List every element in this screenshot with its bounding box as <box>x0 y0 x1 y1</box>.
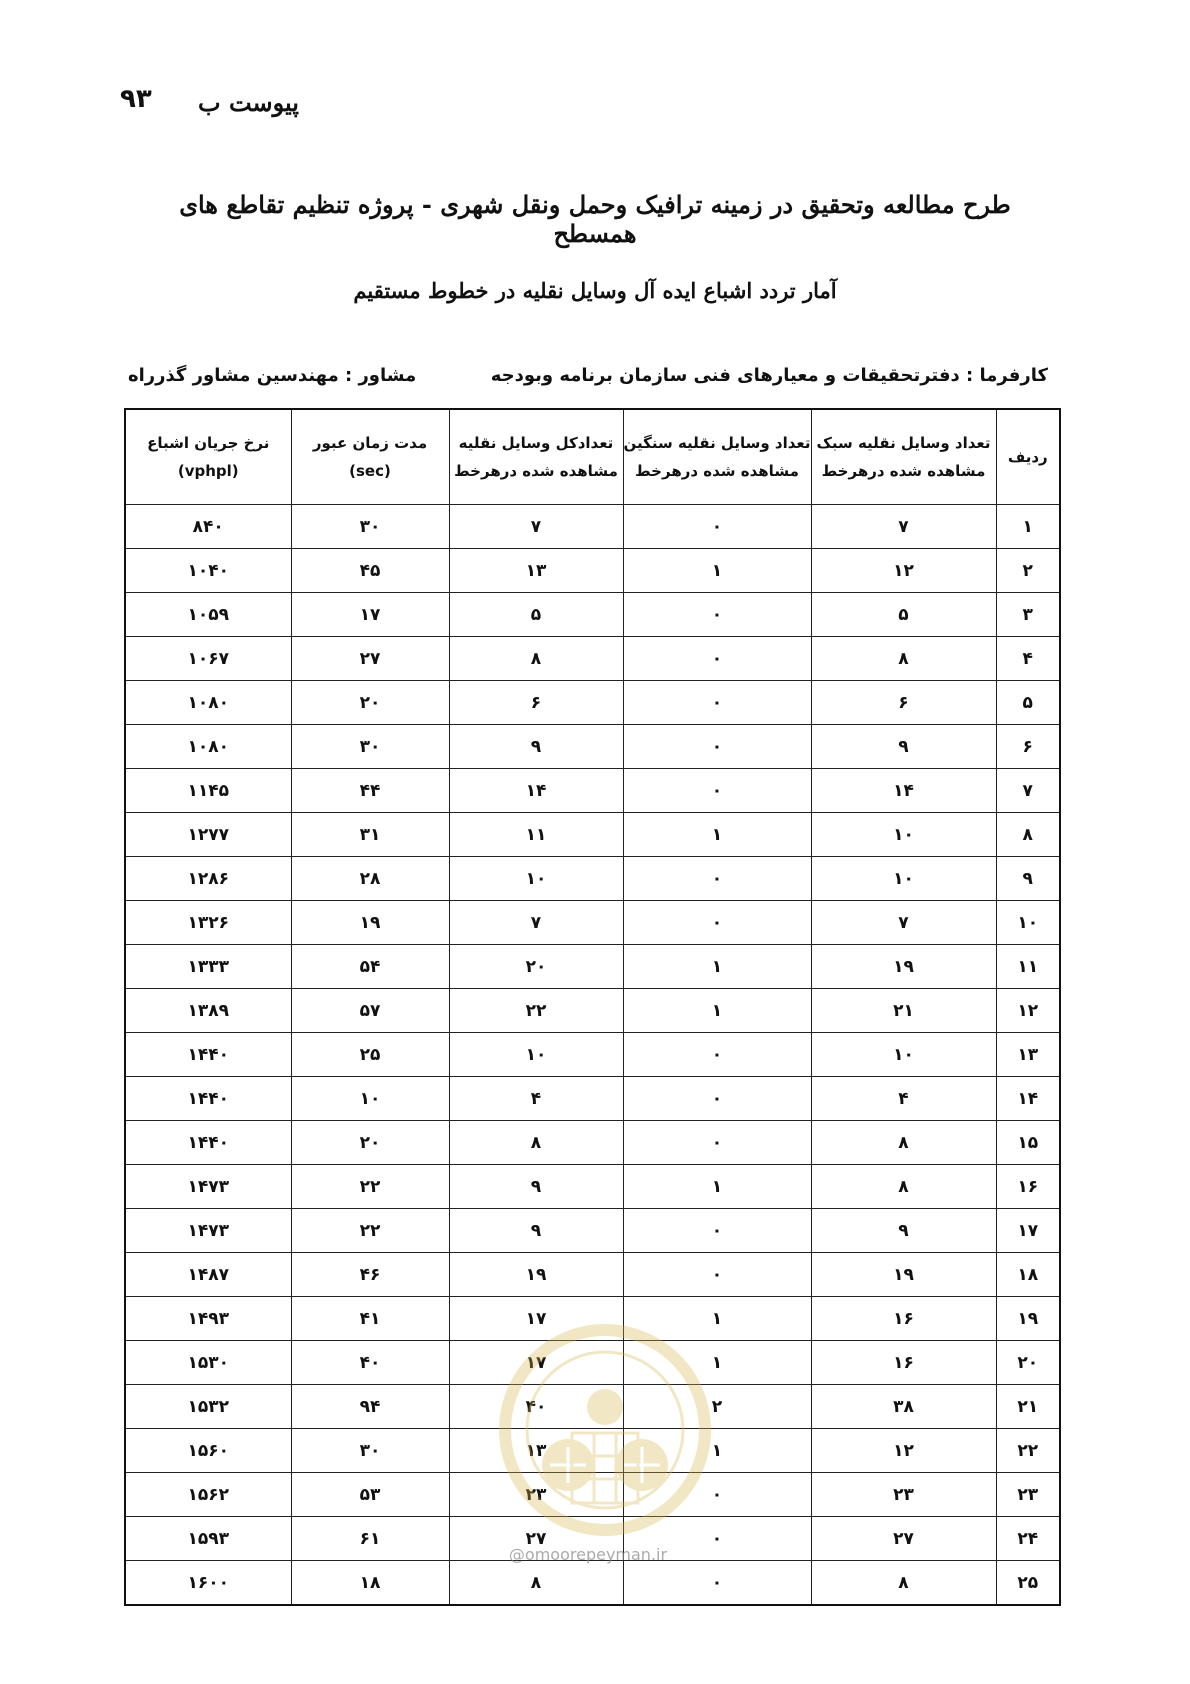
cell-row: ۱۲ <box>996 989 1060 1033</box>
table-row <box>125 505 1060 549</box>
cell-light: ۳۸ <box>811 1385 996 1429</box>
cell-heavy: ۰ <box>623 1033 811 1077</box>
table-row <box>125 1209 1060 1253</box>
cell-light: ۱۹ <box>811 945 996 989</box>
cell-row: ۱۹ <box>996 1297 1060 1341</box>
cell-time: ۵۴ <box>291 945 449 989</box>
cell-time: ۲۵ <box>291 1033 449 1077</box>
cell-time: ۲۲ <box>291 1209 449 1253</box>
cell-time: ۴۴ <box>291 769 449 813</box>
table-row <box>125 813 1060 857</box>
cell-total: ۹ <box>449 1209 623 1253</box>
cell-rate: ۱۰۸۰ <box>125 725 291 769</box>
cell-rate: ۱۶۰۰ <box>125 1561 291 1606</box>
cell-light: ۲۳ <box>811 1473 996 1517</box>
cell-total: ۹ <box>449 1165 623 1209</box>
cell-light: ۱۶ <box>811 1297 996 1341</box>
cell-light: ۱۰ <box>811 857 996 901</box>
cell-row: ۲۴ <box>996 1517 1060 1561</box>
cell-heavy: ۰ <box>623 857 811 901</box>
cell-time: ۲۸ <box>291 857 449 901</box>
cell-heavy: ۰ <box>623 769 811 813</box>
cell-heavy: ۰ <box>623 681 811 725</box>
cell-total: ۱۱ <box>449 813 623 857</box>
cell-heavy: ۰ <box>623 637 811 681</box>
cell-total: ۱۷ <box>449 1297 623 1341</box>
cell-time: ۳۰ <box>291 1429 449 1473</box>
cell-rate: ۱۴۸۷ <box>125 1253 291 1297</box>
cell-heavy: ۰ <box>623 505 811 549</box>
cell-heavy: ۱ <box>623 1165 811 1209</box>
cell-light: ۸ <box>811 637 996 681</box>
cell-total: ۷ <box>449 505 623 549</box>
cell-rate: ۱۳۳۳ <box>125 945 291 989</box>
cell-light: ۵ <box>811 593 996 637</box>
cell-row: ۱۰ <box>996 901 1060 945</box>
cell-rate: ۱۴۷۳ <box>125 1165 291 1209</box>
table-row <box>125 769 1060 813</box>
cell-light: ۱۴ <box>811 769 996 813</box>
cell-rate: ۱۴۴۰ <box>125 1121 291 1165</box>
cell-heavy: ۱ <box>623 1429 811 1473</box>
table-row <box>125 1429 1060 1473</box>
cell-time: ۳۱ <box>291 813 449 857</box>
header-saturation-rate: نرخ جریان اشباع (vphpl) <box>125 409 291 505</box>
cell-time: ۱۹ <box>291 901 449 945</box>
cell-heavy: ۰ <box>623 1473 811 1517</box>
cell-row: ۲۰ <box>996 1341 1060 1385</box>
table-row <box>125 725 1060 769</box>
cell-row: ۱۱ <box>996 945 1060 989</box>
cell-total: ۱۷ <box>449 1341 623 1385</box>
table-row <box>125 1473 1060 1517</box>
cell-total: ۲۷ <box>449 1517 623 1561</box>
cell-rate: ۱۴۴۰ <box>125 1077 291 1121</box>
cell-light: ۸ <box>811 1165 996 1209</box>
table-body <box>125 505 1060 1606</box>
cell-total: ۱۴ <box>449 769 623 813</box>
cell-light: ۱۲ <box>811 549 996 593</box>
cell-total: ۱۰ <box>449 857 623 901</box>
cell-light: ۱۰ <box>811 1033 996 1077</box>
table-row <box>125 857 1060 901</box>
cell-heavy: ۰ <box>623 1121 811 1165</box>
cell-row: ۸ <box>996 813 1060 857</box>
cell-row: ۶ <box>996 725 1060 769</box>
cell-light: ۹ <box>811 725 996 769</box>
table-row <box>125 989 1060 1033</box>
cell-heavy: ۲ <box>623 1385 811 1429</box>
cell-light: ۱۰ <box>811 813 996 857</box>
cell-heavy: ۱ <box>623 813 811 857</box>
header-passage-time: مدت زمان عبور (sec) <box>291 409 449 505</box>
cell-row: ۱۳ <box>996 1033 1060 1077</box>
cell-time: ۳۰ <box>291 725 449 769</box>
cell-total: ۷ <box>449 901 623 945</box>
cell-rate: ۱۰۴۰ <box>125 549 291 593</box>
cell-heavy: ۰ <box>623 901 811 945</box>
cell-light: ۲۱ <box>811 989 996 1033</box>
cell-rate: ۱۵۹۳ <box>125 1517 291 1561</box>
cell-time: ۵۷ <box>291 989 449 1033</box>
cell-heavy: ۰ <box>623 1561 811 1606</box>
table-row <box>125 549 1060 593</box>
appendix-label: پیوست ب <box>198 88 299 117</box>
table-row <box>125 1121 1060 1165</box>
cell-rate: ۱۰۶۷ <box>125 637 291 681</box>
cell-heavy: ۱ <box>623 989 811 1033</box>
cell-light: ۹ <box>811 1209 996 1253</box>
cell-rate: ۸۴۰ <box>125 505 291 549</box>
table-row <box>125 637 1060 681</box>
cell-total: ۶ <box>449 681 623 725</box>
cell-rate: ۱۵۳۲ <box>125 1385 291 1429</box>
cell-heavy: ۰ <box>623 1209 811 1253</box>
cell-light: ۲۷ <box>811 1517 996 1561</box>
header-total-vehicles: تعدادکل وسایل نقلیه مشاهده شده درهرخط <box>449 409 623 505</box>
cell-rate: ۱۳۲۶ <box>125 901 291 945</box>
cell-heavy: ۱ <box>623 1297 811 1341</box>
table-row <box>125 1253 1060 1297</box>
cell-heavy: ۰ <box>623 593 811 637</box>
cell-total: ۹ <box>449 725 623 769</box>
cell-total: ۸ <box>449 1121 623 1165</box>
cell-light: ۱۹ <box>811 1253 996 1297</box>
table-row <box>125 1165 1060 1209</box>
cell-time: ۵۳ <box>291 1473 449 1517</box>
cell-heavy: ۰ <box>623 1253 811 1297</box>
cell-total: ۴ <box>449 1077 623 1121</box>
cell-row: ۱۷ <box>996 1209 1060 1253</box>
cell-light: ۶ <box>811 681 996 725</box>
cell-total: ۱۰ <box>449 1033 623 1077</box>
cell-rate: ۱۴۴۰ <box>125 1033 291 1077</box>
cell-row: ۱۵ <box>996 1121 1060 1165</box>
cell-total: ۱۹ <box>449 1253 623 1297</box>
cell-rate: ۱۴۹۳ <box>125 1297 291 1341</box>
cell-light: ۱۲ <box>811 1429 996 1473</box>
cell-rate: ۱۵۳۰ <box>125 1341 291 1385</box>
cell-heavy: ۰ <box>623 725 811 769</box>
cell-row: ۳ <box>996 593 1060 637</box>
cell-heavy: ۱ <box>623 945 811 989</box>
cell-row: ۲۳ <box>996 1473 1060 1517</box>
cell-rate: ۱۵۶۰ <box>125 1429 291 1473</box>
cell-row: ۲۲ <box>996 1429 1060 1473</box>
cell-time: ۹۴ <box>291 1385 449 1429</box>
cell-total: ۸ <box>449 1561 623 1606</box>
document-subtitle: آمار تردد اشباع ایده آل وسایل نقلیه در خطوط مستقیم <box>353 278 837 303</box>
saturation-flow-table <box>124 408 1061 1606</box>
cell-rate: ۱۲۸۶ <box>125 857 291 901</box>
table-row <box>125 901 1060 945</box>
cell-row: ۱۸ <box>996 1253 1060 1297</box>
table-row <box>125 1385 1060 1429</box>
cell-total: ۱۳ <box>449 1429 623 1473</box>
cell-row: ۷ <box>996 769 1060 813</box>
cell-row: ۵ <box>996 681 1060 725</box>
cell-rate: ۱۱۴۵ <box>125 769 291 813</box>
page-header <box>120 84 420 124</box>
cell-time: ۴۱ <box>291 1297 449 1341</box>
cell-total: ۲۰ <box>449 945 623 989</box>
cell-heavy: ۰ <box>623 1077 811 1121</box>
table-row <box>125 1297 1060 1341</box>
cell-total: ۲۳ <box>449 1473 623 1517</box>
cell-time: ۱۷ <box>291 593 449 637</box>
cell-row: ۱۴ <box>996 1077 1060 1121</box>
cell-light: ۷ <box>811 505 996 549</box>
document-title: طرح مطالعه وتحقیق در زمینه ترافیک وحمل ونقل شهری - پروژه تنظیم تقاطع های همسطح <box>179 190 1011 248</box>
cell-rate: ۱۲۷۷ <box>125 813 291 857</box>
cell-total: ۱۳ <box>449 549 623 593</box>
cell-total: ۴۰ <box>449 1385 623 1429</box>
cell-heavy: ۱ <box>623 1341 811 1385</box>
cell-rate: ۱۳۸۹ <box>125 989 291 1033</box>
cell-total: ۲۲ <box>449 989 623 1033</box>
table-row <box>125 1341 1060 1385</box>
cell-light: ۷ <box>811 901 996 945</box>
cell-row: ۱ <box>996 505 1060 549</box>
cell-heavy: ۱ <box>623 549 811 593</box>
table-row <box>125 1561 1060 1606</box>
cell-light: ۸ <box>811 1561 996 1606</box>
cell-time: ۲۷ <box>291 637 449 681</box>
cell-row: ۲۱ <box>996 1385 1060 1429</box>
cell-light: ۱۶ <box>811 1341 996 1385</box>
cell-total: ۵ <box>449 593 623 637</box>
table-row <box>125 593 1060 637</box>
table-row <box>125 681 1060 725</box>
cell-time: ۴۶ <box>291 1253 449 1297</box>
meta-row <box>128 365 1048 397</box>
cell-time: ۲۰ <box>291 1121 449 1165</box>
table-header-row <box>125 409 1060 505</box>
cell-time: ۶۱ <box>291 1517 449 1561</box>
consultant-label: مشاور : مهندسین مشاور گذرراه <box>128 365 417 386</box>
cell-rate: ۱۵۶۲ <box>125 1473 291 1517</box>
cell-time: ۲۰ <box>291 681 449 725</box>
cell-total: ۸ <box>449 637 623 681</box>
cell-row: ۴ <box>996 637 1060 681</box>
table-row <box>125 1077 1060 1121</box>
cell-rate: ۱۴۷۳ <box>125 1209 291 1253</box>
cell-row: ۲۵ <box>996 1561 1060 1606</box>
client-label: کارفرما : دفترتحقیقات و معیارهای فنی سازمان برنامه وبودجه <box>490 365 1048 386</box>
cell-time: ۲۲ <box>291 1165 449 1209</box>
cell-time: ۱۰ <box>291 1077 449 1121</box>
table-row <box>125 1033 1060 1077</box>
cell-row: ۱۶ <box>996 1165 1060 1209</box>
header-light-vehicles: تعداد وسایل نقلیه سبک مشاهده شده درهرخط <box>811 409 996 505</box>
cell-rate: ۱۰۵۹ <box>125 593 291 637</box>
page-number: ۹۳ <box>120 84 152 114</box>
header-heavy-vehicles: تعداد وسایل نقلیه سنگین مشاهده شده درهرخط <box>623 409 811 505</box>
cell-heavy: ۰ <box>623 1517 811 1561</box>
cell-time: ۳۰ <box>291 505 449 549</box>
cell-time: ۴۰ <box>291 1341 449 1385</box>
header-row-number: ردیف <box>996 409 1060 505</box>
watermark-url: @omoorepeyman.ir <box>508 1545 668 1564</box>
cell-rate: ۱۰۸۰ <box>125 681 291 725</box>
cell-time: ۴۵ <box>291 549 449 593</box>
table-row <box>125 945 1060 989</box>
cell-row: ۲ <box>996 549 1060 593</box>
cell-light: ۸ <box>811 1121 996 1165</box>
cell-time: ۱۸ <box>291 1561 449 1606</box>
cell-light: ۴ <box>811 1077 996 1121</box>
cell-row: ۹ <box>996 857 1060 901</box>
